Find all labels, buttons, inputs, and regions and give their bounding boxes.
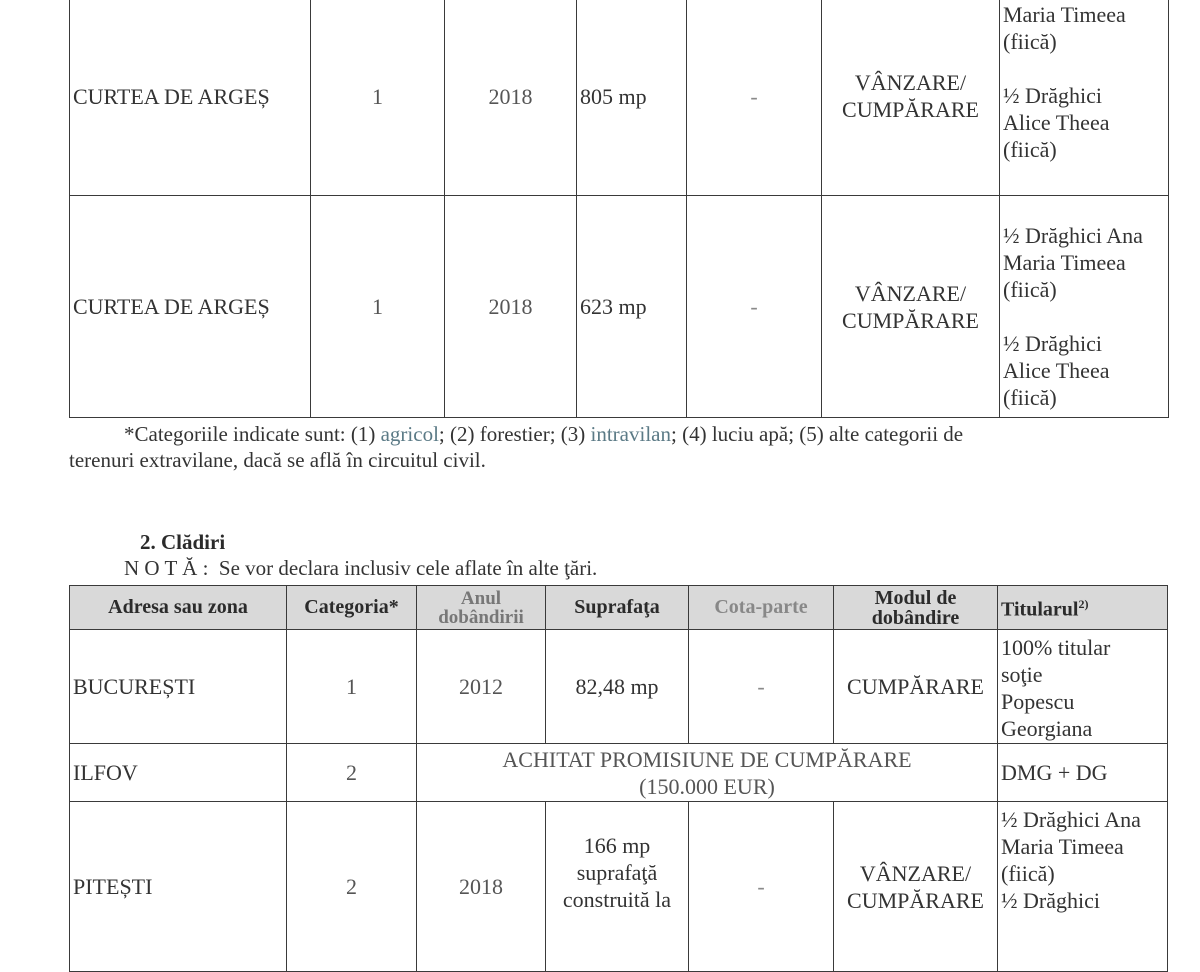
area-cell: 805 mp	[577, 0, 687, 196]
mode-cell	[822, 196, 1000, 418]
section-title: 2. Clădiri	[140, 530, 226, 554]
mode-cell	[822, 0, 1000, 196]
area-cell: 623 mp	[577, 196, 687, 418]
owner-line: ½ Drăghici Ana	[1001, 807, 1141, 832]
area-cell: 82,48 mp	[546, 630, 689, 744]
address-cell: PITEȘTI	[70, 802, 287, 972]
owner-line: (fiică)	[1003, 137, 1057, 162]
owner-line: (fiică)	[1001, 861, 1055, 886]
category-cell: 1	[287, 630, 417, 744]
owner-cell	[998, 802, 1168, 972]
table-row	[70, 0, 1169, 196]
table-row	[70, 630, 1168, 744]
year-cell: 2018	[445, 0, 577, 196]
table-row	[70, 196, 1169, 418]
year-cell: 2012	[417, 630, 546, 744]
mode-cell: CUMPĂRARE	[834, 630, 998, 744]
category-cell: 2	[287, 744, 417, 802]
owner-line: (fiică)	[1003, 385, 1057, 410]
share-cell: -	[687, 196, 822, 418]
owner-line: (fiică)	[1003, 277, 1057, 302]
table-row	[70, 744, 1168, 802]
owner-line: Popescu	[1001, 689, 1075, 714]
header-share: Cota-parte	[689, 586, 834, 630]
header-row	[70, 586, 1168, 630]
owner-line: 100% titular	[1001, 635, 1111, 660]
owner-cell	[998, 630, 1168, 744]
category-cell: 2	[287, 802, 417, 972]
land-table	[69, 0, 1169, 418]
buildings-table	[69, 585, 1168, 972]
mode-line: CUMPĂRARE	[842, 97, 979, 122]
owner-cell	[1000, 0, 1169, 196]
area-cell: 166 mp suprafaţă construită la	[546, 802, 689, 972]
owner-line: Georgiana	[1001, 716, 1093, 741]
header-address: Adresa sau zona	[70, 586, 287, 630]
table-row	[70, 802, 1168, 972]
header-owner: Titularul$^{2)}$	[998, 586, 1168, 630]
owner-line: Maria Timeea	[1003, 250, 1126, 275]
year-cell: 2018	[445, 196, 577, 418]
address-cell: BUCUREȘTI	[70, 630, 287, 744]
owner-line: ½ Drăghici Ana	[1003, 223, 1143, 248]
mode-line: CUMPĂRARE	[842, 307, 979, 333]
owner-line: Alice Theea	[1003, 110, 1110, 135]
owner-cell: DMG + DG	[998, 744, 1168, 802]
owner-line: soţie	[1001, 662, 1043, 687]
categories-footnote	[69, 421, 1169, 473]
header-category: Categoria*	[287, 586, 417, 630]
owner-line: Maria Timeea	[1001, 834, 1124, 859]
nota-line: N O T Ă : Se vor declara inclusiv cele aflate în alte ţări.	[124, 556, 598, 580]
share-cell: -	[689, 802, 834, 972]
header-area: Suprafaţa	[546, 586, 689, 630]
owner-line: (fiică)	[1003, 29, 1057, 54]
mode-cell: VÂNZARE/ CUMPĂRARE	[834, 802, 998, 972]
category-cell: 1	[311, 0, 445, 196]
owner-line: Alice Theea	[1003, 358, 1110, 383]
header-mode: Modul de dobândire	[834, 586, 998, 630]
owner-line: ½ Drăghici	[1001, 888, 1100, 913]
owner-cell	[1000, 196, 1169, 418]
address-cell: CURTEA DE ARGEȘ	[70, 0, 311, 196]
mode-line: VÂNZARE/	[854, 280, 967, 306]
address-cell: ILFOV	[70, 744, 287, 802]
address-cell: CURTEA DE ARGEȘ	[70, 196, 311, 418]
mode-line: VÂNZARE/	[854, 70, 967, 95]
footnote-line-1: *Categoriile indicate sunt: (1) agricol; (2) forestier; (3) intravilan; (4) luciu apă; (5) alte categorii de	[124, 422, 964, 446]
owner-line: ½ Drăghici	[1003, 83, 1102, 108]
share-cell: -	[689, 630, 834, 744]
year-cell: 2018	[417, 802, 546, 972]
owner-line: Maria Timeea	[1003, 2, 1126, 27]
owner-line: ½ Drăghici	[1003, 331, 1102, 356]
category-cell: 1	[311, 196, 445, 418]
merged-cell: ACHITAT PROMISIUNE DE CUMPĂRARE (150.000 EUR)	[417, 744, 998, 802]
footnote-line-2: terenuri extravilane, dacă se află în circuitul civil.	[69, 448, 486, 472]
share-cell: -	[687, 0, 822, 196]
header-year: Anul dobândirii	[417, 586, 546, 630]
